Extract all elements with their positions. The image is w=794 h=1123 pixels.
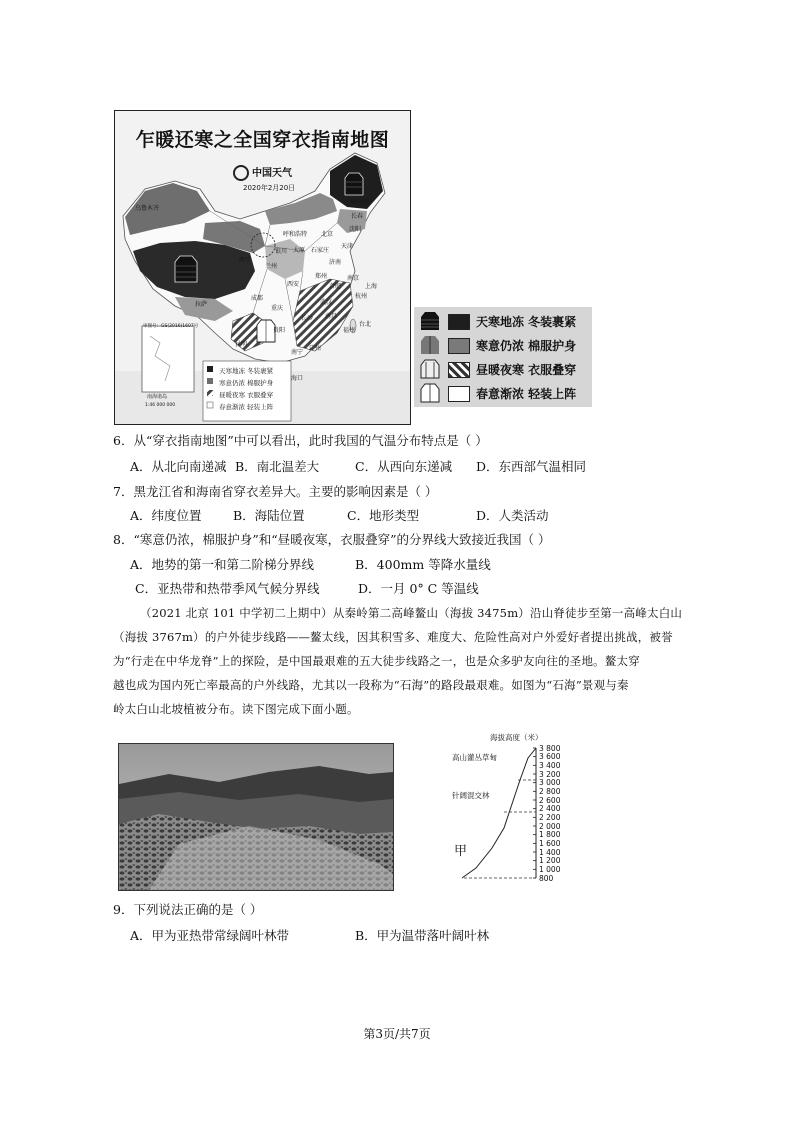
- city-label: 武汉: [320, 299, 333, 306]
- city-label: 广州: [309, 345, 322, 352]
- passage-line-4: 越也成为国内死亡率最高的户外线路，尤其以一段称为“石海”的路段最艰难。如图为“石海”景观与秦: [113, 678, 629, 692]
- legend-swatch-hatched: [448, 362, 470, 378]
- altitude-tick-label: 3 000: [539, 778, 561, 788]
- question-7-option-d: D．人类活动: [476, 508, 549, 523]
- city-label: 太原: [293, 247, 306, 254]
- map-isles-label: 南海诸岛: [147, 394, 168, 400]
- city-label: 杭州: [355, 293, 368, 300]
- stone-sea-landscape: [119, 744, 393, 890]
- map-date: 2020年2月20日: [243, 184, 296, 192]
- question-7-option-a: A．纬度位置: [130, 508, 202, 523]
- passage-line-1: （2021 北京 101 中学初二上期中）从秦岭第二高峰鳌山（海拔 3475m）沿山脊徒步至第一高峰太白山: [140, 606, 683, 620]
- city-label: 拉萨: [195, 301, 208, 308]
- zone-label-alpine-meadow: 高山灌丛草甸: [452, 753, 497, 762]
- city-label: 济南: [329, 259, 342, 266]
- altitude-vegetation-diagram: [440, 728, 600, 888]
- legend-label: 春意渐浓 轻装上阵: [476, 387, 577, 401]
- question-6-option-b: B．南北温差大: [235, 459, 320, 474]
- city-label: 西宁: [239, 257, 252, 264]
- city-label: 南宁: [291, 349, 304, 356]
- question-6-option-a: A．从北向南递减: [130, 459, 227, 474]
- city-label: 台北: [359, 321, 372, 328]
- city-label: 沈阳: [349, 226, 362, 233]
- city-label: 天津: [341, 243, 354, 250]
- city-label: 福州: [343, 327, 356, 334]
- legend-row: [418, 358, 590, 380]
- city-label: 南昌: [325, 313, 338, 320]
- city-label: 上海: [365, 283, 378, 290]
- legend-label: 天寒地冻 冬装裹紧: [476, 315, 577, 329]
- city-label: 贵阳: [273, 327, 286, 334]
- cotton-coat-icon: [420, 335, 440, 355]
- legend-row: [418, 310, 590, 332]
- city-label: 长沙: [301, 315, 314, 322]
- city-label: 石家庄: [311, 247, 330, 254]
- altitude-tick-label: 1 000: [539, 864, 561, 874]
- question-6-stem: 6．从“穿衣指南地图”中可以看出，此时我国的气温分布特点是（ ）: [113, 433, 488, 448]
- passage-line-2: （海拔 3767m）的户外徒步线路——鳌太线，因其积雪多、难度大、危险性高对户外爱好者提出挑战，被誉: [113, 630, 673, 644]
- altitude-tick-label: 2 200: [539, 812, 561, 822]
- city-label: 北京: [321, 231, 334, 238]
- city-label: 郑州: [315, 273, 328, 280]
- question-8-stem: 8．“寒意仍浓，棉服护身”和“昼暖夜寒，衣服叠穿”的分界线大致接近我国（ ）: [113, 532, 551, 547]
- question-7-option-c: C．地形类型: [347, 508, 420, 523]
- clothing-guide-map: [114, 110, 411, 425]
- altitude-tick-label: 1 600: [539, 838, 561, 848]
- question-6-option-c: C．从西向东递减: [355, 459, 453, 474]
- city-label: 长春: [351, 213, 364, 220]
- city-label: 海口: [291, 375, 304, 382]
- down-jacket-icon: [420, 311, 440, 331]
- altitude-axis-title: 海拔高度（米）: [490, 733, 543, 742]
- altitude-tick-label: 3 200: [539, 769, 561, 779]
- altitude-tick-label: 3 800: [539, 743, 561, 753]
- city-label: 呼和浩特: [283, 231, 308, 238]
- legend-swatch-black: [448, 314, 470, 330]
- altitude-tick-label: 2 800: [539, 786, 561, 796]
- question-9-option-b: B．甲为温带落叶阔叶林: [355, 928, 490, 943]
- altitude-tick-label: 3 600: [539, 752, 561, 762]
- legend-swatch-gray: [448, 338, 470, 354]
- question-8-option-d: D．一月 0° C 等温线: [358, 581, 479, 596]
- passage-line-5: 岭太白山北坡植被分布。读下图完成下面小题。: [113, 702, 359, 716]
- question-9-option-a: A．甲为亚热带常绿阔叶林带: [130, 928, 290, 943]
- question-8-option-a: A．地势的第一和第二阶梯分界线: [130, 557, 315, 572]
- weather-logo-text: 中国天气: [252, 168, 292, 179]
- zone-label-mixed-forest: 针阔混交林: [452, 791, 490, 800]
- city-label: 成都: [251, 295, 264, 302]
- inner-legend-label: 天寒地冻 冬装裹紧: [219, 367, 274, 375]
- question-8-option-c: C．亚热带和热带季风气候分界线: [135, 581, 320, 596]
- page-footer: 第3页/共7页: [363, 1027, 431, 1041]
- inner-legend-label: 昼暖夜寒 衣服叠穿: [219, 391, 274, 399]
- city-label: 合肥: [329, 283, 342, 290]
- layered-clothes-icon: [420, 359, 440, 379]
- zone-label-jia: 甲: [454, 844, 468, 859]
- question-7-stem: 7．黑龙江省和海南省穿衣差异大。主要的影响因素是（ ）: [113, 484, 438, 499]
- legend-label: 寒意仍浓 棉服护身: [476, 339, 577, 353]
- city-label: 哈尔滨: [351, 199, 370, 206]
- city-label: 南京: [347, 275, 360, 282]
- city-label: 乌鲁木齐: [135, 205, 160, 212]
- passage-line-3: 为“行走在中华龙脊”上的探险，是中国最艰难的五大徒步线路之一，也是众多驴友向往的圣地。鳌太穿: [113, 654, 640, 668]
- inner-legend-label: 寒意仍浓 棉服护身: [219, 379, 274, 387]
- map-scale: 1:46 000 000: [145, 403, 176, 408]
- city-label: 昆明: [235, 341, 248, 348]
- altitude-tick-label: 1 800: [539, 830, 561, 840]
- city-label: 重庆: [271, 305, 284, 312]
- map-title: 乍暖还寒之全国穿衣指南地图: [135, 129, 390, 151]
- legend-swatch-white: [448, 386, 470, 402]
- legend-label: 昼暖夜寒 衣服叠穿: [476, 363, 577, 377]
- legend-row: [418, 382, 590, 404]
- city-label: 西安: [287, 281, 300, 288]
- down-jacket-icon: [175, 256, 197, 282]
- light-jacket-icon: [420, 383, 440, 403]
- map-legend: [414, 307, 592, 407]
- legend-row: [418, 334, 590, 356]
- altitude-tick-label: 2 000: [539, 821, 561, 831]
- city-label: 兰州: [265, 263, 278, 270]
- south-sea-inset: [142, 326, 194, 392]
- question-6-option-d: D．东西部气温相同: [476, 459, 587, 474]
- down-jacket-icon-ne: [345, 173, 363, 195]
- city-label: 银川: [275, 248, 288, 255]
- altitude-tick-label: 800: [539, 873, 554, 883]
- altitude-tick-label: 2 600: [539, 795, 561, 805]
- map-approval-note: 审图号：GS(2016)1607号: [143, 324, 199, 329]
- inner-legend-label: 春意渐浓 轻装上阵: [219, 403, 274, 411]
- altitude-tick-label: 1 200: [539, 856, 561, 866]
- stone-sea-photo: [118, 743, 394, 891]
- question-8-option-b: B．400mm 等降水量线: [355, 557, 491, 572]
- altitude-tick-label: 1 400: [539, 847, 561, 857]
- altitude-tick-label: 3 400: [539, 760, 561, 770]
- altitude-tick-label: 2 400: [539, 804, 561, 814]
- question-7-option-b: B．海陆位置: [233, 508, 305, 523]
- question-9-stem: 9．下列说法正确的是（ ）: [113, 902, 263, 917]
